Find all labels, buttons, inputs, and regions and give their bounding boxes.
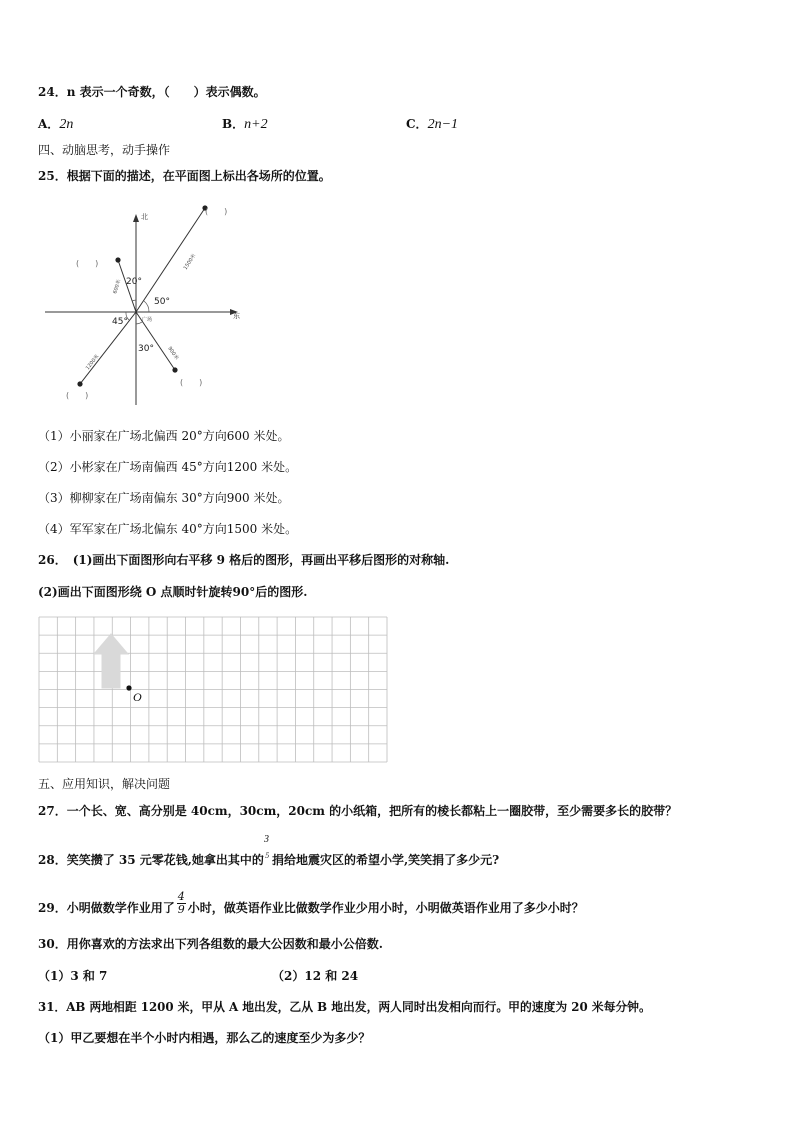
east-label: 东 — [233, 312, 240, 320]
q31-sub-1: （1）甲乙要想在半个小时内相遇，那么乙的速度至少为多少？ — [38, 1031, 371, 1045]
q29-after: 小时，做英语作业比做数学作业少用小时，小明做英语作业用了多少小时？ — [187, 901, 584, 915]
q25-item-4: （4）军军家在广场北偏东 40°方向1500 米处。 — [38, 522, 298, 536]
q27: 27．一个长、宽、高分别是 40cm，30cm，20cm 的小纸箱，把所有的棱长都粘上一圈胶带，至少需要多长的胶带？ — [38, 804, 678, 818]
blank-se: ( ) — [180, 378, 203, 387]
q29-fraction — [177, 891, 186, 916]
q25-item-2: （2）小彬家在广场南偏西 45°方向1200 米处。 — [38, 460, 298, 474]
q24-option-c[interactable] — [406, 116, 458, 133]
q24-option-b[interactable] — [222, 116, 268, 133]
option-letter: C． — [406, 117, 428, 131]
north-arrow-icon — [133, 214, 139, 222]
q25-item-1: （1）小丽家在广场北偏西 20°方向600 米处。 — [38, 429, 290, 443]
fraction-numerator: 3 — [263, 834, 269, 845]
q26-grid[interactable] — [38, 616, 388, 763]
option-expr: n+2 — [244, 117, 268, 132]
angle-label-45: 45° — [112, 317, 128, 327]
distance-label-900: 900米 — [166, 345, 180, 362]
point-se — [172, 367, 177, 372]
angle-label-30: 30° — [138, 344, 154, 354]
distance-label-600: 600米 — [112, 278, 123, 295]
q24-stem: 24．n 表示一个奇数，（ ）表示偶数。 — [38, 85, 266, 99]
point-o-label: O — [133, 690, 142, 704]
angle-label-50: 50° — [154, 297, 170, 307]
blank-ne: ( ) — [205, 207, 228, 216]
q28-after: 捐给地震灾区的希望小学,笑笑捐了多少元? — [271, 853, 500, 867]
arrow-shape — [94, 634, 128, 688]
fraction-denominator: 9 — [177, 903, 185, 916]
q24-option-a[interactable] — [38, 116, 73, 133]
q26-line-2: (2)画出下面图形绕 O 点顺时针旋转90°后的图形. — [38, 585, 308, 599]
q30-stem: 30．用你喜欢的方法求出下列各组数的最大公因数和最小公倍数. — [38, 937, 383, 951]
angle-label-20: 20° — [126, 277, 142, 287]
fraction-numerator: 4 — [177, 890, 185, 903]
point-o — [126, 685, 131, 690]
q30-part-1: （1）3 和 7 — [38, 969, 108, 983]
north-label: 北 — [141, 213, 148, 221]
fraction-denominator: 5 — [264, 852, 270, 860]
q31-stem: 31．AB 两地相距 1200 米，甲从 A 地出发，乙从 B 地出发，两人同时出发相向而行。甲的速度为 20 米每分钟。 — [38, 1000, 651, 1014]
option-expr: 2n−1 — [427, 117, 459, 132]
blank-sw: ( ) — [66, 391, 89, 400]
section-4-heading: 四、动脑思考，动手操作 — [38, 143, 171, 157]
q29-before: 29．小明做数学作业用了 — [38, 901, 175, 915]
distance-label-1200: 1200米 — [84, 353, 101, 372]
q25-compass-diagram — [40, 200, 250, 410]
q28-before: 28．笑笑攒了 35 元零花钱,她拿出其中的 — [38, 853, 264, 867]
q28 — [38, 834, 500, 868]
option-letter: A． — [38, 117, 60, 131]
point-sw — [77, 381, 82, 386]
q26-line-1: 26． (1)画出下面图形向右平移 9 格后的图形，再画出平移后图形的对称轴. — [38, 553, 450, 567]
blank-nw: ( ) — [76, 259, 99, 268]
q25-item-3: （3）柳柳家在广场南偏东 30°方向900 米处。 — [38, 491, 290, 505]
q25-stem: 25．根据下面的描述，在平面图上标出各场所的位置。 — [38, 169, 331, 183]
center-label: 广场 — [142, 317, 153, 323]
q29 — [38, 890, 584, 916]
q30-part-2: （2）12 和 24 — [272, 969, 359, 983]
distance-label-1500: 1500米 — [182, 252, 198, 272]
option-letter: B． — [222, 117, 245, 131]
option-expr: 2n — [59, 117, 74, 132]
section-5-heading: 五、应用知识，解决问题 — [38, 777, 171, 791]
point-nw — [115, 257, 120, 262]
